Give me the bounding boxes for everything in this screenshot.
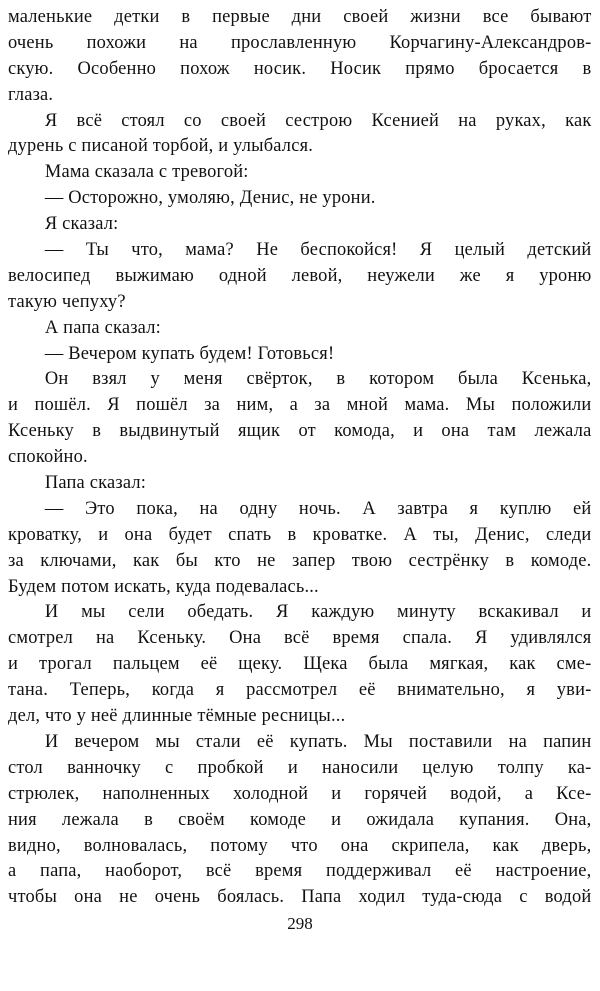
paragraph: [8, 366, 592, 470]
text-line: Я сказал:: [44, 213, 119, 235]
paragraph: [8, 599, 592, 728]
text-line: смотрел на Ксеньку. Она всё время спала. Я удивлялся: [8, 627, 592, 649]
text-line: дурень с писаной торбой, и улыбался.: [8, 135, 314, 157]
text-line: видно, волновалась, потому что она скрипела, как дверь,: [8, 834, 592, 856]
paragraph: [8, 341, 592, 367]
text-line: Папа сказал:: [44, 472, 147, 494]
text-line: спокойно.: [8, 446, 88, 468]
text-line: чтобы она не очень боялась. Папа ходил туда-сюда с водой: [8, 886, 592, 908]
book-page-text: [8, 4, 592, 910]
paragraph: [8, 729, 592, 910]
text-line: Ксеньку в выдвинутый ящик от комода, и она там лежала: [8, 420, 592, 442]
text-line: и трогал пальцем её щеку. Щека была мягкая, как сме-: [8, 653, 592, 675]
text-line: А папа сказал:: [44, 316, 161, 338]
paragraph: [8, 108, 592, 160]
text-line: Я всё стоял со своей сестрою Ксенией на руках, как: [44, 109, 592, 131]
text-line: — Ты что, мама? Не беспокойся! Я целый детский: [44, 239, 592, 261]
text-line: за ключами, как бы кто не запер твою сестрёнку в комоде.: [8, 549, 592, 571]
text-line: — Это пока, на одну ночь. А завтра я куплю ей: [44, 497, 592, 519]
text-line: кроватку, и она будет спать в кроватке. А ты, Денис, следи: [8, 523, 592, 545]
text-line: — Вечером купать будем! Готовься!: [44, 342, 335, 364]
text-line: И вечером мы стали её купать. Мы поставили на папин: [44, 730, 592, 752]
text-line: очень похожи на прославленную Корчагину-Александров-: [8, 31, 592, 53]
paragraph: [8, 470, 592, 496]
paragraph: [8, 237, 592, 315]
text-line: скую. Особенно похож носик. Носик прямо бросается в: [8, 57, 592, 79]
text-line: такую чепуху?: [8, 290, 126, 312]
paragraph: [8, 4, 592, 108]
page-number: 298: [287, 914, 313, 933]
text-line: ния лежала в своём комоде и ожидала купания. Она,: [8, 808, 592, 830]
text-line: маленькие детки в первые дни своей жизни все бывают: [8, 6, 592, 27]
text-line: — Осторожно, умоляю, Денис, не урони.: [44, 187, 376, 209]
text-line: глаза.: [8, 83, 54, 105]
text-line: стол ванночку с пробкой и наносили целую толпу ка-: [8, 756, 592, 778]
text-line: а папа, наоборот, всё время поддерживал её настроение,: [8, 860, 592, 882]
text-line: и пошёл. Я пошёл за ним, а за мной мама. Мы положили: [8, 394, 592, 416]
paragraph: [8, 496, 592, 600]
paragraph: [8, 211, 592, 237]
paragraph: [8, 159, 592, 185]
text-line: дел, что у неё длинные тёмные ресницы...: [8, 705, 346, 727]
text-line: Он взял у меня свёрток, в котором была Ксенька,: [44, 368, 592, 390]
text-line: И мы сели обедать. Я каждую минуту вскакивал и: [44, 601, 592, 623]
paragraph: [8, 185, 592, 211]
text-line: велосипед выжимаю одной левой, неужели же я уроню: [8, 264, 592, 286]
text-line: Мама сказала с тревогой:: [44, 161, 249, 183]
text-line: Будем потом искать, куда подевалась...: [8, 575, 319, 597]
text-line: тана. Теперь, когда я рассмотрел её внимательно, я уви-: [8, 679, 592, 701]
text-line: стрюлек, наполненных холодной и горячей водой, а Ксе-: [8, 782, 592, 804]
paragraph: [8, 315, 592, 341]
